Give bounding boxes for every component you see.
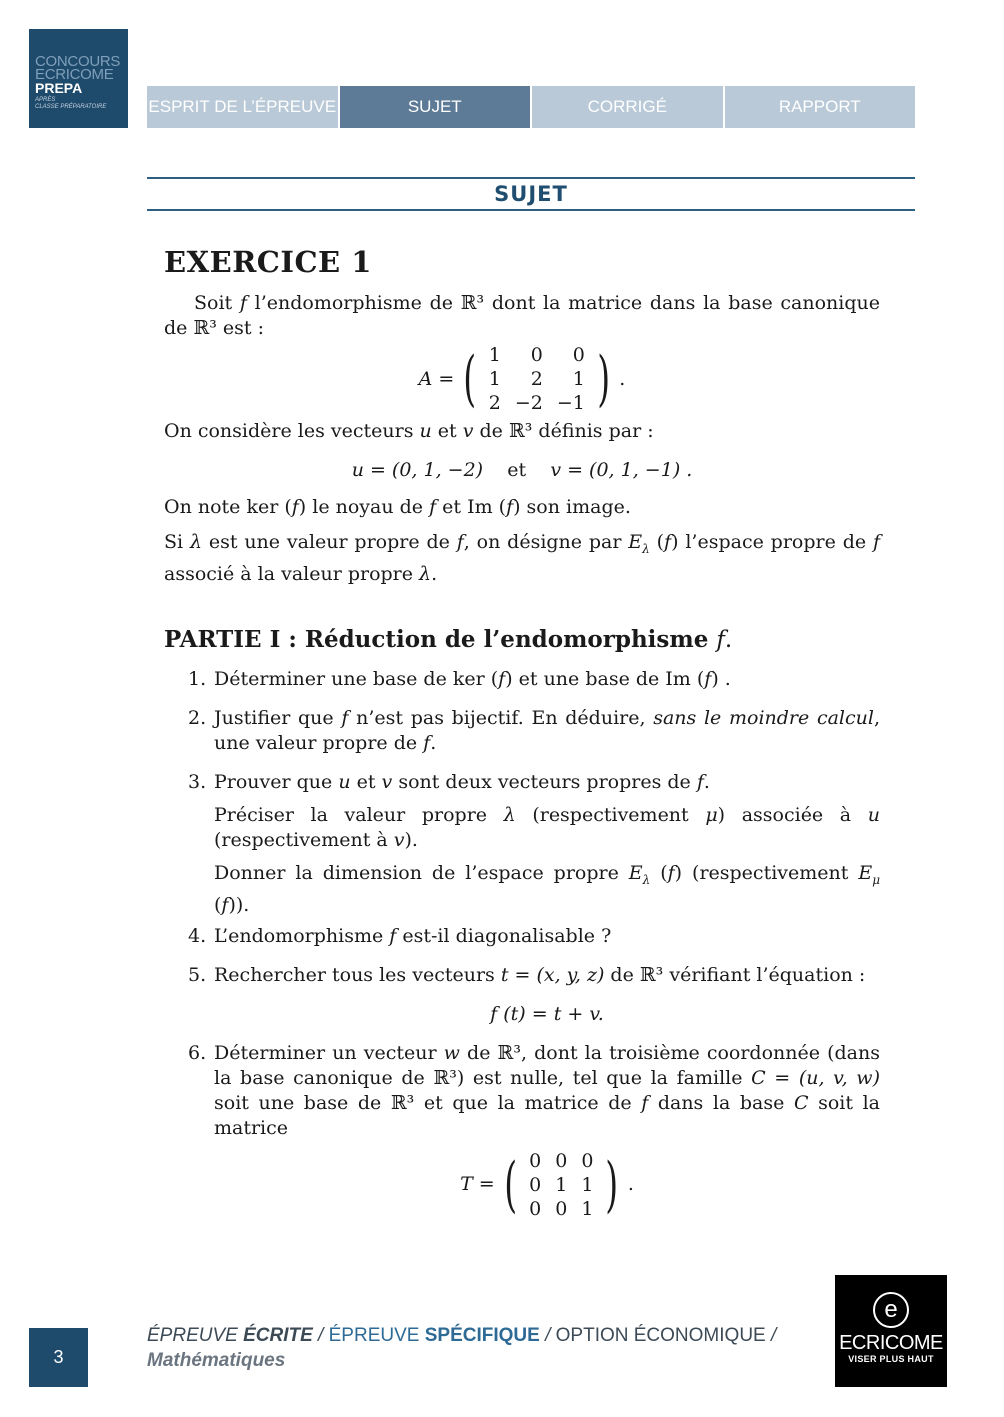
question-2: 2. Justifier que f n’est pas bijectif. En déduire, sans le moindre calcul, une valeur propre de f. bbox=[188, 706, 880, 754]
matrix-a-table: 1 0 0 1 2 1 2 −2 −1 bbox=[488, 344, 585, 414]
matrix-t-table: 0 0 0 0 1 1 0 0 1 bbox=[529, 1149, 594, 1220]
vectors-intro: On considère les vecteurs u et v de ℝ³ définis par : bbox=[164, 420, 654, 442]
matrix-a-name: A = bbox=[418, 367, 455, 390]
question-6: 6. Déterminer un vecteur w de ℝ³, dont la troisième coordonnée (dans la base canonique de ℝ³) est nulle, tel que la famille C = (u, v, w) soit une base de ℝ³ et que la matrice de f dans la base C soit la matrice T = ( 0 0 0 0 1 1 0 0 1 ) . bbox=[188, 1041, 880, 1220]
exercise-title: EXERCICE 1 bbox=[164, 245, 372, 279]
section-tabs bbox=[147, 86, 915, 128]
right-paren-icon: ) bbox=[605, 1149, 619, 1220]
left-paren-icon: ( bbox=[504, 1149, 517, 1220]
equation-ft: f (t) = t + v. bbox=[490, 1002, 604, 1025]
ecricome-e-icon: e bbox=[873, 1292, 909, 1328]
eigenspace-note: Si λ est une valeur propre de f, on désigne par $E_\lambda$ (f) l’espace propre de f associé à la valeur propre λ. bbox=[164, 531, 881, 585]
logo-line-prepa: PREPA bbox=[35, 80, 83, 96]
question-3: 3. Prouver que u et v sont deux vecteurs propres de f. Préciser la valeur propre λ (respectivement μ) associée à u (respectivement à v). Donner la dimension de l’espace propre $E_\lambda$ (f) (respectivement $E_\mu$ (f)). bbox=[188, 770, 881, 916]
partie-title: PARTIE I : Réduction de l’endomorphisme f. bbox=[164, 625, 733, 653]
kernel-image-note: On note ker (f) le noyau de f et Im (f) son image. bbox=[164, 496, 631, 518]
brand-tagline: VISER PLUS HAUT bbox=[848, 1354, 934, 1364]
question-4: 4. L’endomorphisme f est-il diagonalisable ? bbox=[188, 924, 612, 947]
tab-rapport[interactable]: RAPPORT bbox=[725, 86, 916, 128]
intro-paragraph: Soit f l’endomorphisme de ℝ³ dont la matrice dans la base canonique de ℝ³ est : bbox=[164, 292, 881, 339]
matrix-a: A = ( 1 0 0 1 2 1 2 −2 −1 ) . bbox=[418, 344, 626, 414]
right-paren-icon: ) bbox=[597, 344, 611, 414]
tab-sujet[interactable]: SUJET bbox=[340, 86, 531, 128]
footer-subject: Mathématiques bbox=[147, 1350, 286, 1371]
matrix-t-name: T = bbox=[460, 1173, 495, 1196]
page-number: 3 bbox=[29, 1328, 88, 1387]
matrix-t: T = ( 0 0 0 0 1 1 0 0 1 ) . bbox=[460, 1149, 634, 1220]
tab-corrige[interactable]: CORRIGÉ bbox=[532, 86, 723, 128]
logo-line-concours: CONCOURS bbox=[35, 53, 121, 70]
left-paren-icon: ( bbox=[463, 344, 477, 414]
question-list bbox=[164, 667, 880, 1221]
vectors-equation: u = (0, 1, −2) et v = (0, 1, −1) . bbox=[351, 459, 693, 481]
logo-line-ecricome: ECRICOME bbox=[35, 66, 114, 83]
brand-name: ECRICOME bbox=[839, 1332, 943, 1354]
ecricome-logo bbox=[835, 1275, 947, 1387]
tab-esprit[interactable]: ESPRIT DE L’ÉPREUVE bbox=[147, 86, 338, 128]
footer-info: ÉPREUVE ÉCRITE / ÉPREUVE SPÉCIFIQUE / OPTION ÉCONOMIQUE / Mathématiques bbox=[147, 1325, 777, 1371]
question-5: 5. Rechercher tous les vecteurs t = (x, y, z) de ℝ³ vérifiant l’équation : f (t) = t + v. bbox=[164, 963, 880, 1027]
concours-logo bbox=[29, 29, 128, 128]
logo-line-classe: CLASSE PRÉPARATOIRE bbox=[35, 104, 107, 110]
section-title: SUJET bbox=[147, 177, 915, 211]
logo-line-apres: APRÈS bbox=[35, 97, 56, 103]
document-body bbox=[164, 245, 881, 1235]
question-1: 1. Déterminer une base de ker (f) et une base de Im (f) . bbox=[188, 667, 731, 690]
